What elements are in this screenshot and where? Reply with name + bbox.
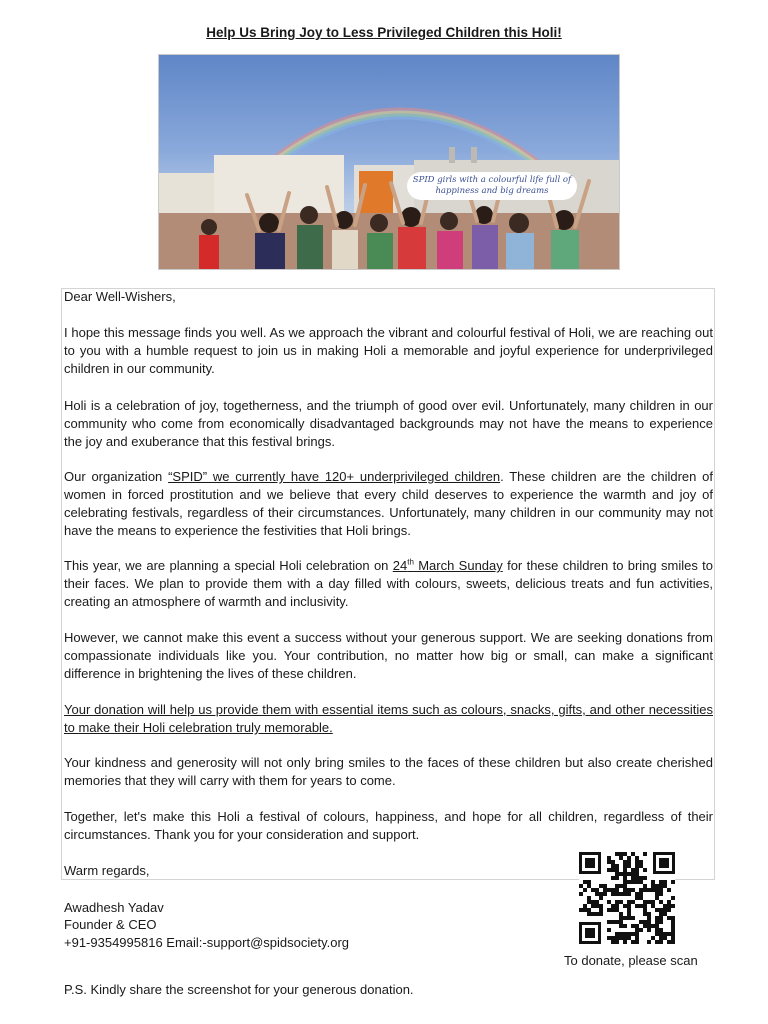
scan-instruction: To donate, please scan: [564, 953, 698, 968]
p3-children-count: “SPID” we currently have 120+ underprivileged children: [168, 469, 501, 484]
event-date-day: 24: [392, 558, 408, 573]
event-date-suffix: th: [407, 557, 414, 567]
letter-greeting: Dear Well-Wishers,: [64, 289, 176, 304]
event-date-rest: March Sunday: [413, 558, 503, 573]
p3-text-end: . These children are the children of women in forced prostitution and we believe that every child deserves to experience the warmth and joy of celebrating festivals, regardless of their circumstances. Unfortunately, many children in our community may not have the means to experience the festivities that Holi brings.: [64, 469, 713, 538]
letter-paragraph-1: I hope this message finds you well. As we approach the vibrant and colourful festival of Holi, we are reaching out to you with a humble request to join us in making Holi a memorable and joyful experience for underprivileged children in our community.: [64, 325, 713, 376]
photo-caption: SPID girls with a colourful life full of happiness and big dreams: [407, 172, 577, 200]
letter-paragraph-5: However, we cannot make this event a success without your generous support. We are seeking donations from compassionate individuals like you. Your contribution, no matter how big or small, can make a significant difference in brightening the lives of these children.: [64, 630, 713, 681]
letter-paragraph-3: [64, 468, 713, 540]
p3-text-start: Our organization: [64, 469, 169, 484]
letter-title: Help Us Bring Joy to Less Privileged Children this Holi!: [206, 25, 562, 40]
event-date: [393, 558, 503, 573]
holi-photo: [158, 54, 620, 270]
photo-illustration: [159, 55, 619, 269]
donation-qr-code[interactable]: [579, 852, 675, 944]
signature-name: Awadhesh Yadav: [64, 900, 164, 915]
signature-contact: +91-9354995816 Email:-support@spidsociety.org: [64, 935, 350, 950]
p4-text-end: for these children to bring smiles to their faces. We plan to provide them with a day filled with colours, sweets, delicious treats and fun activities, creating an atmosphere of warmth and inclusivity.: [64, 558, 713, 609]
letter-closing: Warm regards,: [64, 863, 150, 878]
postscript: P.S. Kindly share the screenshot for your generous donation.: [64, 982, 414, 997]
letter-paragraph-6: Your donation will help us provide them with essential items such as colours, snacks, gifts, and other necessities to make their Holi celebration truly memorable.: [64, 702, 713, 735]
letter-paragraph-2: Holi is a celebration of joy, togetherness, and the triumph of good over evil. Unfortunately, many children in our community who come from economically disadvantaged backgrounds may not have the means to experience the joy and exuberance that this festival brings.: [64, 398, 713, 449]
letter-paragraph-7: Your kindness and generosity will not only bring smiles to the faces of these children but also create cherished memories that they will carry with them for years to come.: [64, 755, 713, 788]
signature-role: Founder & CEO: [64, 917, 157, 932]
letter-paragraph-8: Together, let's make this Holi a festival of colours, happiness, and hope for all children, regardless of their circumstances. Thank you for your consideration and support.: [64, 809, 713, 842]
p4-text-start: This year, we are planning a special Holi celebration on: [64, 558, 393, 573]
letter-paragraph-4: [64, 557, 713, 611]
qr-code-graphic: [579, 852, 675, 944]
